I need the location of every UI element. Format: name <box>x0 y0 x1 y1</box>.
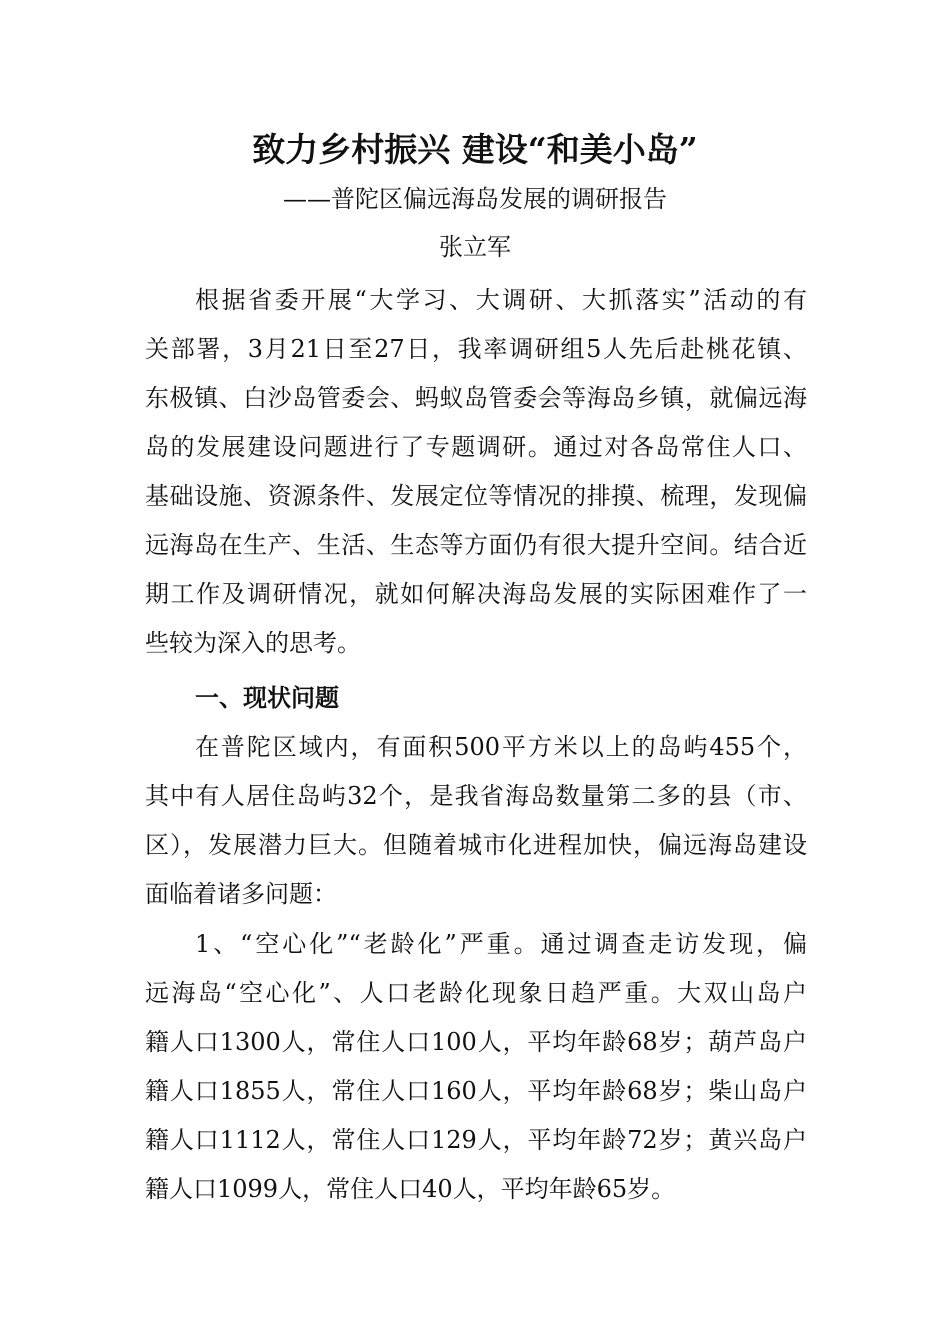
paragraph-line: 远海岛在生产、生活、生态等方面仍有很大提升空间。结合近 <box>145 531 807 559</box>
section-heading: 一、现状问题 <box>195 684 339 712</box>
document-subtitle: ——普陀区偏远海岛发展的调研报告 <box>283 185 667 213</box>
paragraph-line: 其中有人居住岛屿32个，是我省海岛数量第二多的县（市、 <box>145 782 807 810</box>
paragraph-line: 岛的发展建设问题进行了专题调研。通过对各岛常住人口、 <box>145 433 807 461</box>
paragraph-hollowing <box>145 920 807 1214</box>
paragraph-line: 根据省委开展“大学习、大调研、大抓落实”活动的有 <box>195 286 807 314</box>
paragraph-line: 期工作及调研情况，就如何解决海岛发展的实际困难作了一 <box>145 580 807 608</box>
paragraph-line: 籍人口1855人，常住人口160人，平均年龄68岁；柴山岛户 <box>145 1077 807 1105</box>
paragraph-line: 基础设施、资源条件、发展定位等情况的排摸、梳理，发现偏 <box>145 482 807 510</box>
paragraph-line: 区），发展潜力巨大。但随着城市化进程加快，偏远海岛建设 <box>145 831 807 859</box>
paragraph-line: 在普陀区域内，有面积500平方米以上的岛屿455个， <box>195 733 807 761</box>
paragraph-intro <box>145 276 807 668</box>
paragraph-line: 面临着诸多问题： <box>145 880 337 908</box>
document-title: 致力乡村振兴 建设“和美小岛” <box>252 130 698 169</box>
paragraph-line: 远海岛“空心化”、人口老龄化现象日趋严重。大双山岛户 <box>145 979 807 1007</box>
paragraph-line: 东极镇、白沙岛管委会、蚂蚁岛管委会等海岛乡镇，就偏远海 <box>145 384 807 412</box>
paragraph-line: 籍人口1300人，常住人口100人，平均年龄68岁；葫芦岛户 <box>145 1028 807 1056</box>
paragraph-line: 关部署，3月21日至27日，我率调研组5人先后赴桃花镇、 <box>145 335 807 363</box>
paragraph-line: 些较为深入的思考。 <box>145 629 361 657</box>
paragraph-line: 籍人口1099人，常住人口40人，平均年龄65岁。 <box>145 1175 676 1203</box>
paragraph-line: 籍人口1112人，常住人口129人，平均年龄72岁；黄兴岛户 <box>145 1126 807 1154</box>
paragraph-line: 1、“空心化”“老龄化”严重。通过调查走访发现，偏 <box>195 930 807 958</box>
document-author: 张立军 <box>439 233 511 261</box>
paragraph-overview <box>145 723 807 919</box>
